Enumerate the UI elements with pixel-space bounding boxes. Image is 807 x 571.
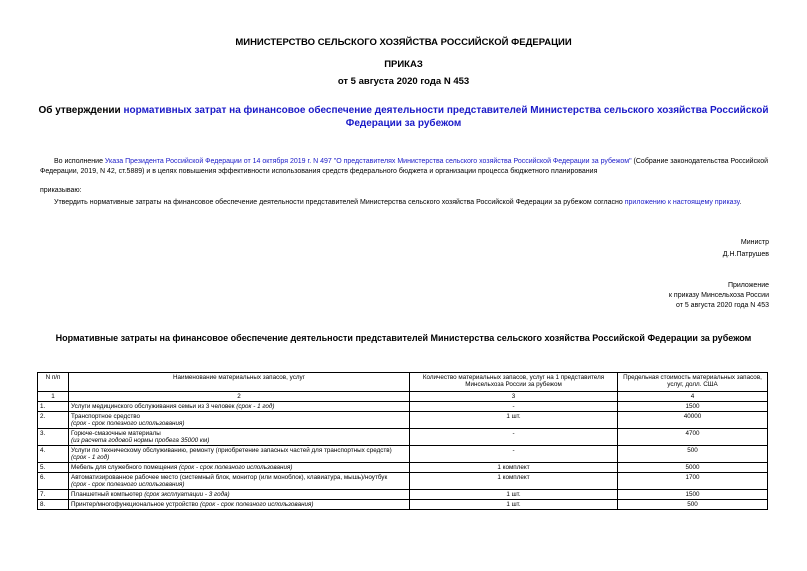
row-name-text: Планшетный компьютер [71,491,145,498]
row-number: 4. [38,446,69,463]
row-name [69,500,410,510]
table-header-row [38,373,768,392]
row-quantity: 1 шт. [410,500,618,510]
signature-name: Д.Н.Патрушев [722,251,769,258]
row-number: 1. [38,402,69,412]
para2-suffix: . [739,199,742,206]
colnum-3: 3 [410,392,618,402]
decree-link[interactable]: Указа Президента Российской Федерации от 14 октября 2019 г. N 497 "О представителях Министерства сельского хозяйства Российской Федерации за рубежом" [104,158,632,165]
row-number: 8. [38,500,69,510]
ministry-header: МИНИСТЕРСТВО СЕЛЬСКОГО ХОЗЯЙСТВА РОССИЙСКОЙ ФЕДЕРАЦИИ [235,37,572,48]
row-price: 40000 [618,412,768,429]
row-name [69,490,410,500]
row-name [69,402,410,412]
row-price: 5000 [618,463,768,473]
row-note: (срок - срок полезного использования) [178,464,293,471]
row-note: (срок - 1 год) [236,403,275,410]
table-colnum-row [38,392,768,402]
appendix-line-2: к приказу Минсельхоза России [668,292,769,299]
table-row [38,473,768,490]
table-row [38,446,768,463]
row-note: (срок - срок полезного использования) [200,501,314,508]
row-name [69,473,410,490]
row-quantity: 1 шт. [410,490,618,500]
row-price: 500 [618,500,768,510]
appendix-link[interactable]: приложению к настоящему приказу [624,199,740,206]
doc-title [20,104,787,130]
row-quantity: - [410,446,618,463]
appendix-line-1: Приложение [727,282,769,289]
title-link[interactable]: нормативных затрат на финансовое обеспечение деятельности представителей Министерства сельского хозяйства Российской Федерации за рубежом [123,105,769,129]
row-number: 2. [38,412,69,429]
row-quantity: 1 комплект [410,473,618,490]
row-number: 3. [38,429,69,446]
row-name [69,446,410,463]
title-prefix: Об утверждении [38,105,124,116]
table-row [38,463,768,473]
table-title: Нормативные затраты на финансовое обеспечение деятельности представителей Министерства сельского хозяйства Российской Федерации за рубежом [55,333,752,343]
row-price: 4700 [618,429,768,446]
doc-date-number: от 5 августа 2020 года N 453 [337,76,470,87]
row-number: 6. [38,473,69,490]
table-row [38,412,768,429]
table-row [38,429,768,446]
row-note: (срок - 1 год) [71,454,110,461]
norms-table [37,372,768,510]
row-name [69,429,410,446]
preamble-paragraph [40,157,780,176]
row-name-text: Услуги по техническому обслуживанию, ремонту (приобретение запасных частей для транспортных средств) [71,447,392,454]
row-quantity: - [410,402,618,412]
para1-prefix: Во исполнение [54,158,105,165]
table-row [38,490,768,500]
appendix-line-3: от 5 августа 2020 года N 453 [675,302,769,309]
colnum-1: 1 [38,392,69,402]
row-note: (срок - срок полезного использования) [71,420,185,427]
header-price: Предельная стоимость материальных запасов, услуг, долл. США [618,373,768,392]
row-quantity: - [410,429,618,446]
row-number: 5. [38,463,69,473]
row-name-text: Мебель для служебного помещения [71,464,179,471]
table-row [38,500,768,510]
colnum-2: 2 [69,392,410,402]
header-number: N п/п [38,373,69,392]
row-name [69,412,410,429]
row-quantity: 1 комплект [410,463,618,473]
row-name-text: Транспортное средство [71,413,141,420]
row-note: (срок - срок полезного использования) [71,481,185,488]
order-word: приказываю: [40,187,82,194]
para2-prefix: Утвердить нормативные затраты на финансовое обеспечение деятельности представителей Министерства сельского хозяйства Российской Федерации за рубежом согласно [54,199,625,206]
row-name [69,463,410,473]
row-price: 1500 [618,402,768,412]
row-price: 1700 [618,473,768,490]
signature-position: Министр [740,239,769,246]
row-name-text: Принтер/многофункциональное устройство [71,501,201,508]
doc-type: ПРИКАЗ [384,59,423,70]
order-paragraph [40,199,780,206]
row-name-text: Услуги медицинского обслуживания семьи из 3 человек [71,403,237,410]
header-quantity: Количество материальных запасов, услуг на 1 представителя Минсельхоза России за рубежом [410,373,618,392]
row-note: (из расчета годовой нормы пробега 35000 км) [71,437,210,444]
row-name-text: Горюче-смазочные материалы [71,430,161,437]
para1-suffix: (Собрание законодательства Российской Федерации, 2019, N 42, ст.5889) и в целях повышения эффективности использования средств федерального бюджета и организации процесса бюджетного планирования [40,158,769,175]
row-number: 7. [38,490,69,500]
row-quantity: 1 шт. [410,412,618,429]
row-name-text: Автоматизированное рабочее место (системный блок, монитор (или моноблок), клавиатура, мышь)/ноутбук [71,474,388,481]
header-name: Наименование материальных запасов, услуг [69,373,410,392]
appendix-block [669,281,769,311]
row-price: 1500 [618,490,768,500]
table-row [38,402,768,412]
row-price: 500 [618,446,768,463]
row-note: (срок эксплуатации - 3 года) [144,491,230,498]
colnum-4: 4 [618,392,768,402]
